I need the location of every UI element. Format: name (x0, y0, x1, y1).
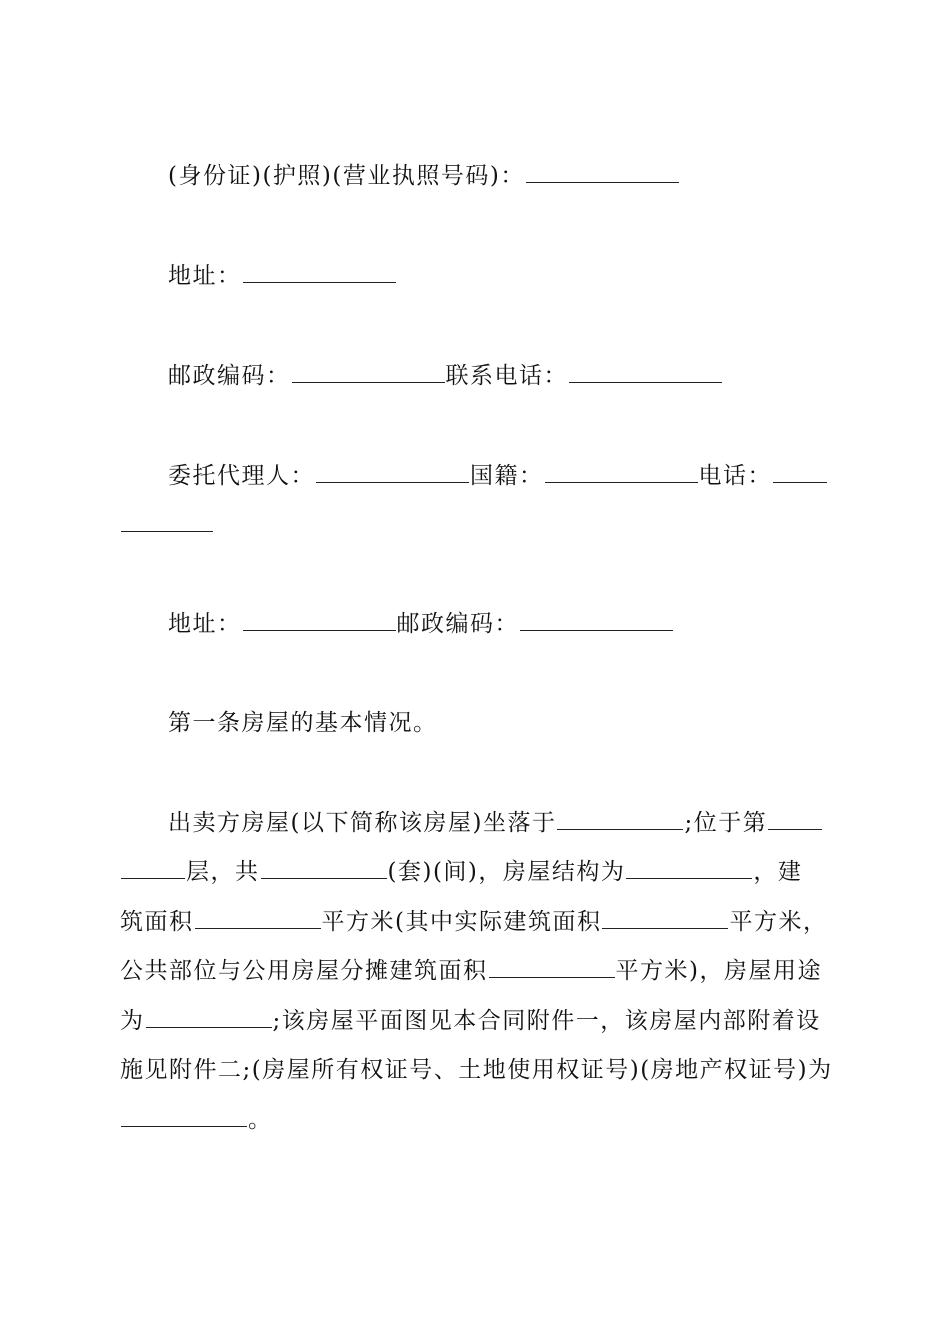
certificate-blank[interactable] (121, 1111, 247, 1127)
seller-postcode-blank[interactable] (292, 367, 445, 383)
agent-nationality-blank[interactable] (545, 467, 698, 483)
seller-address-blank[interactable] (243, 267, 396, 283)
agent-phone-blank-part2[interactable] (121, 516, 213, 532)
location-label: 出卖方房屋(以下简称该房屋)坐落于 (168, 810, 557, 836)
article-one-line-2 (120, 848, 832, 898)
seller-address-label: 地址： (168, 263, 242, 289)
article-one-line-7 (120, 1096, 832, 1146)
agent-address-label: 地址： (168, 611, 242, 637)
seller-contact-line (120, 352, 880, 402)
agent-phone-blank-part1[interactable] (773, 467, 827, 483)
article-one-line-3 (120, 898, 832, 948)
agent-address-blank[interactable] (243, 615, 396, 631)
construction-label: ，建 (753, 859, 803, 885)
structure-blank[interactable] (626, 863, 752, 879)
agent-phone-label: 电话： (698, 463, 772, 489)
id-number-line (120, 152, 880, 202)
article-one-line-6 (120, 1046, 832, 1096)
usage-label: 平方米)，房屋用途 (615, 958, 822, 984)
actual-area-label: 平方米(其中实际建筑面积 (321, 909, 602, 935)
article-one-line-4 (120, 947, 832, 997)
usage-prefix: 为 (120, 1008, 145, 1034)
area-label: 筑面积 (120, 909, 194, 935)
period-mark: 。 (248, 1107, 273, 1133)
shared-area-label: 公共部位与公用房屋分摊建筑面积 (120, 958, 488, 984)
agent-label: 委托代理人： (168, 463, 315, 489)
seller-address-line (120, 252, 880, 302)
certificate-text: 施见附件二;(房屋所有权证号、土地使用权证号)(房地产权证号)为 (120, 1057, 833, 1083)
article-one-heading: 第一条房屋的基本情况。 (168, 710, 438, 736)
floor-plan-text: ;该房屋平面图见本合同附件一，该房屋内部附着设 (272, 1008, 821, 1034)
seller-phone-label: 联系电话： (445, 363, 568, 389)
floor-blank-part1[interactable] (768, 814, 822, 830)
agent-postcode-blank[interactable] (520, 615, 673, 631)
agent-postcode-label: 邮政编码： (396, 611, 519, 637)
floor-label: ;位于第 (684, 810, 768, 836)
agent-line-continued (120, 501, 832, 551)
agent-nationality-label: 国籍： (470, 463, 544, 489)
article-one-line-5 (120, 997, 832, 1047)
actual-area-blank[interactable] (602, 913, 728, 929)
area-blank[interactable] (195, 913, 321, 929)
unit-count-blank[interactable] (261, 863, 387, 879)
total-label: 层，共 (186, 859, 260, 885)
article-one-line-1 (120, 799, 880, 849)
usage-blank[interactable] (146, 1012, 272, 1028)
shared-area-blank[interactable] (489, 962, 615, 978)
structure-label: (套)(间)，房屋结构为 (387, 859, 626, 885)
agent-line (120, 452, 880, 502)
sqm-label: 平方米， (729, 909, 828, 935)
agent-address-line (120, 600, 880, 650)
id-number-label: (身份证)(护照)(营业执照号码)： (168, 163, 525, 189)
seller-phone-blank[interactable] (569, 367, 722, 383)
floor-blank-part2[interactable] (121, 863, 185, 879)
location-blank[interactable] (557, 814, 683, 830)
seller-postcode-label: 邮政编码： (168, 363, 291, 389)
id-number-blank[interactable] (526, 167, 679, 183)
agent-name-blank[interactable] (316, 467, 469, 483)
